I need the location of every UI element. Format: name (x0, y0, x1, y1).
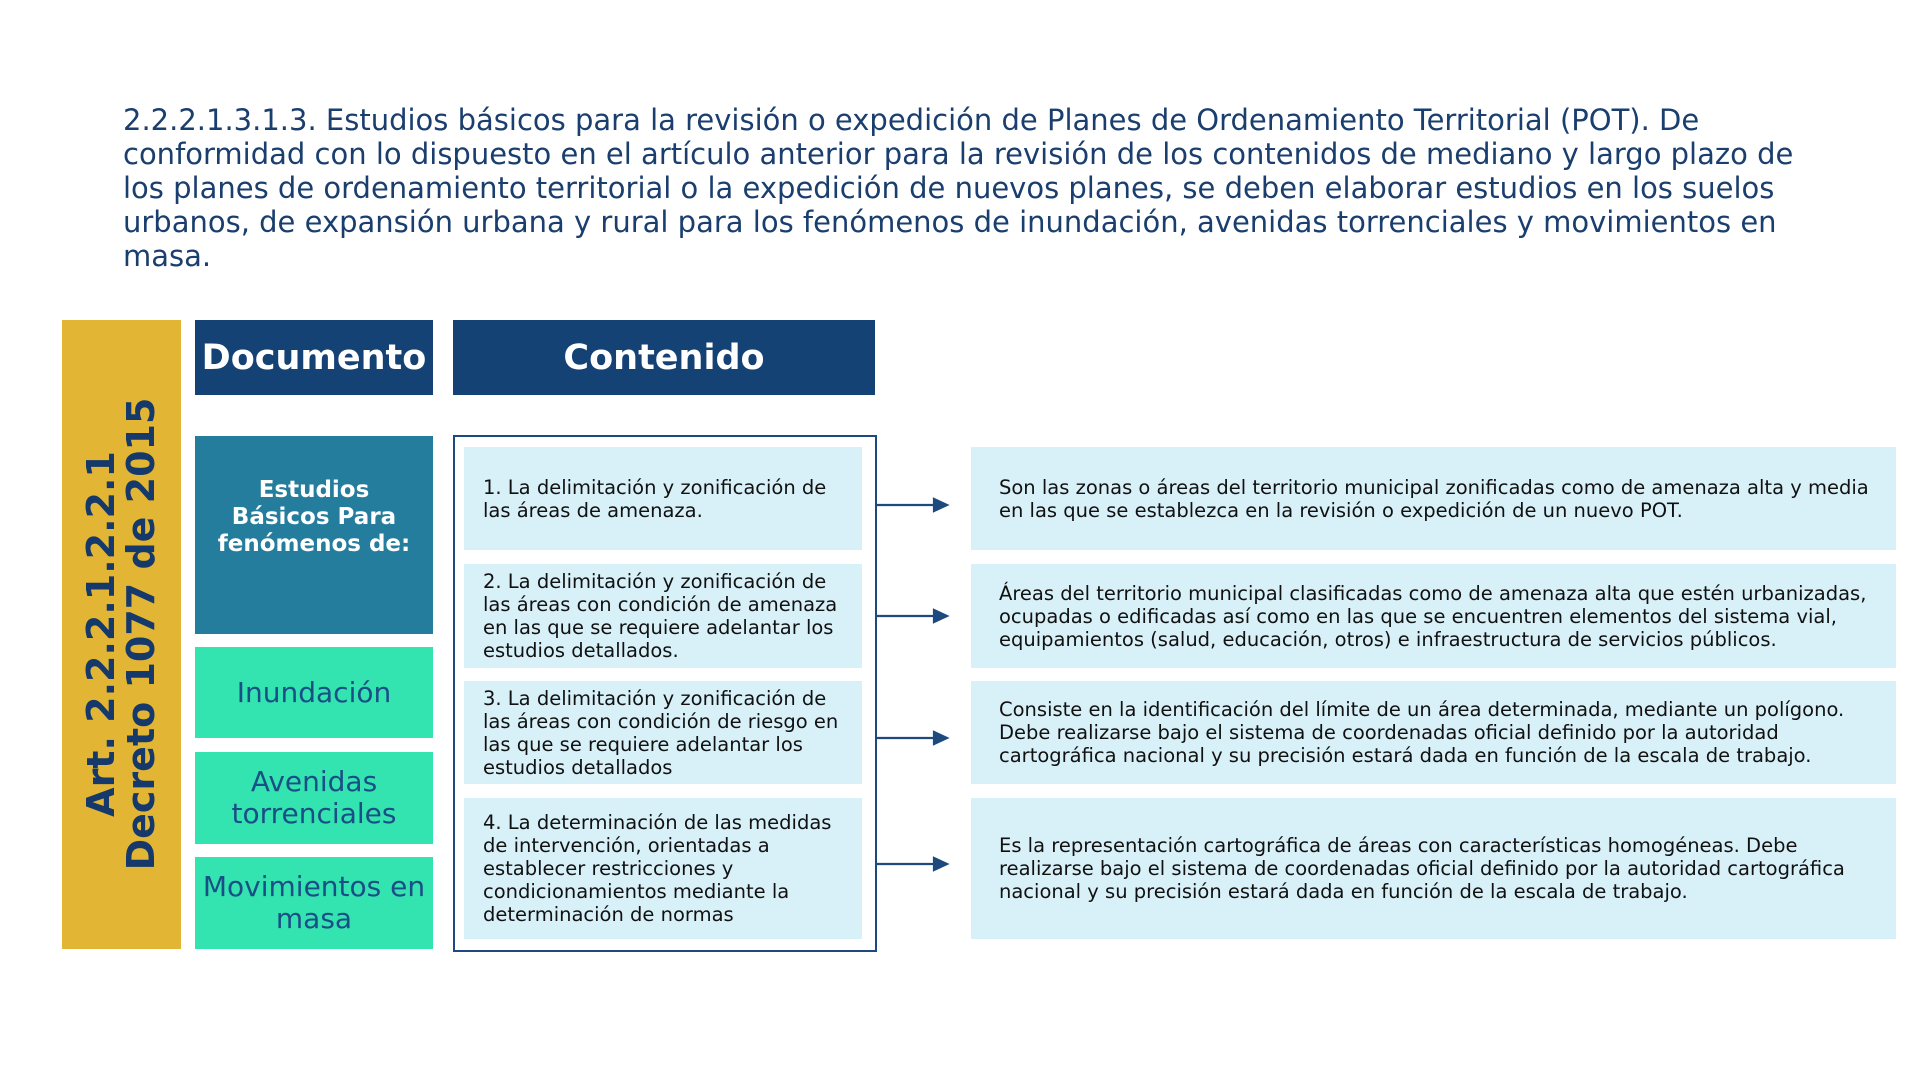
contenido-item-text: 3. La delimitación y zonificación de las áreas con condición de riesgo en las que se requiere adelantar los estudios detallados (483, 686, 839, 779)
description-box-3 (971, 681, 1896, 784)
phenomenon-avenidas-torrenciales (195, 752, 433, 844)
description-text: Consiste en la identificación del límite de un área determinada, mediante un polígono. Debe realizarse bajo el sistema de coordenadas oficial definido por la autoridad cartográfica nacional y su precisión estará dada en función de la escala de trabajo. (999, 698, 1845, 767)
arrow-right-icon (875, 499, 947, 511)
phenomenon-label: Movimientos en masa (202, 870, 426, 935)
description-box-4 (971, 798, 1896, 939)
article-reference-line2: Decreto 1077 de 2015 (119, 397, 163, 871)
estudios-basicos-label: Estudios Básicos Para fenómenos de: (217, 476, 411, 557)
description-text: Es la representación cartográfica de áreas con características homogéneas. Debe realizarse bajo el sistema de coordenadas oficial definido por la autoridad cartográfica nacional y su precisión estará dada en función de la escala de trabajo. (999, 834, 1845, 903)
intro-paragraph: 2.2.2.1.3.1.3. Estudios básicos para la revisión o expedición de Planes de Ordenamiento Territorial (POT). De conformidad con lo dispuesto en el artículo anterior para la revisión de los contenidos de mediano y largo plazo de los planes de ordenamiento territorial o la expedición de nuevos planes, se deben elaborar estudios en los suelos urbanos, de expansión urbana y rural para los fenómenos de inundación, avenidas torrenciales y movimientos en masa. (123, 103, 1794, 273)
description-box-1 (971, 447, 1896, 550)
contenido-item-1 (464, 447, 862, 550)
article-reference-label (81, 398, 161, 871)
description-text: Son las zonas o áreas del territorio municipal zonificadas como de amenaza alta y media en las que se establezca en la revisión o expedición de un nuevo POT. (999, 475, 1869, 522)
contenido-item-4 (464, 798, 862, 939)
contenido-item-2 (464, 564, 862, 668)
arrow-right-icon (875, 610, 947, 622)
contenido-item-text: 1. La delimitación y zonificación de las áreas de amenaza. (483, 475, 827, 522)
contenido-header: Contenido (453, 320, 875, 395)
phenomenon-label: Inundación (236, 675, 392, 709)
description-box-2 (971, 564, 1896, 668)
description-text: Áreas del territorio municipal clasificadas como de amenaza alta que estén urbanizadas, ocupadas o edificadas así como en las que se encuentren elementos del sistema vial, equipamientos (salud, educación, otros) e infraestructura de servicios públicos. (999, 581, 1867, 651)
contenido-item-text: 4. La determinación de las medidas de intervención, orientadas a establecer restricciones y condicionamientos mediante la determinación de normas (483, 811, 832, 926)
estudios-basicos-box (195, 436, 433, 634)
arrow-right-icon (875, 858, 947, 870)
arrow-right-icon (875, 732, 947, 744)
article-reference-line1: Art. 2.2.2.1.2.2.1 (79, 451, 123, 817)
phenomenon-movimientos-en-masa (195, 857, 433, 949)
contenido-item-text: 2. La delimitación y zonificación de las áreas con condición de amenaza en las que se requiere adelantar los estudios detallados. (483, 570, 838, 662)
phenomenon-inundacion (195, 647, 433, 738)
phenomenon-label: Avenidas torrenciales (231, 765, 397, 830)
contenido-item-3 (464, 681, 862, 784)
documento-header: Documento (195, 320, 433, 395)
